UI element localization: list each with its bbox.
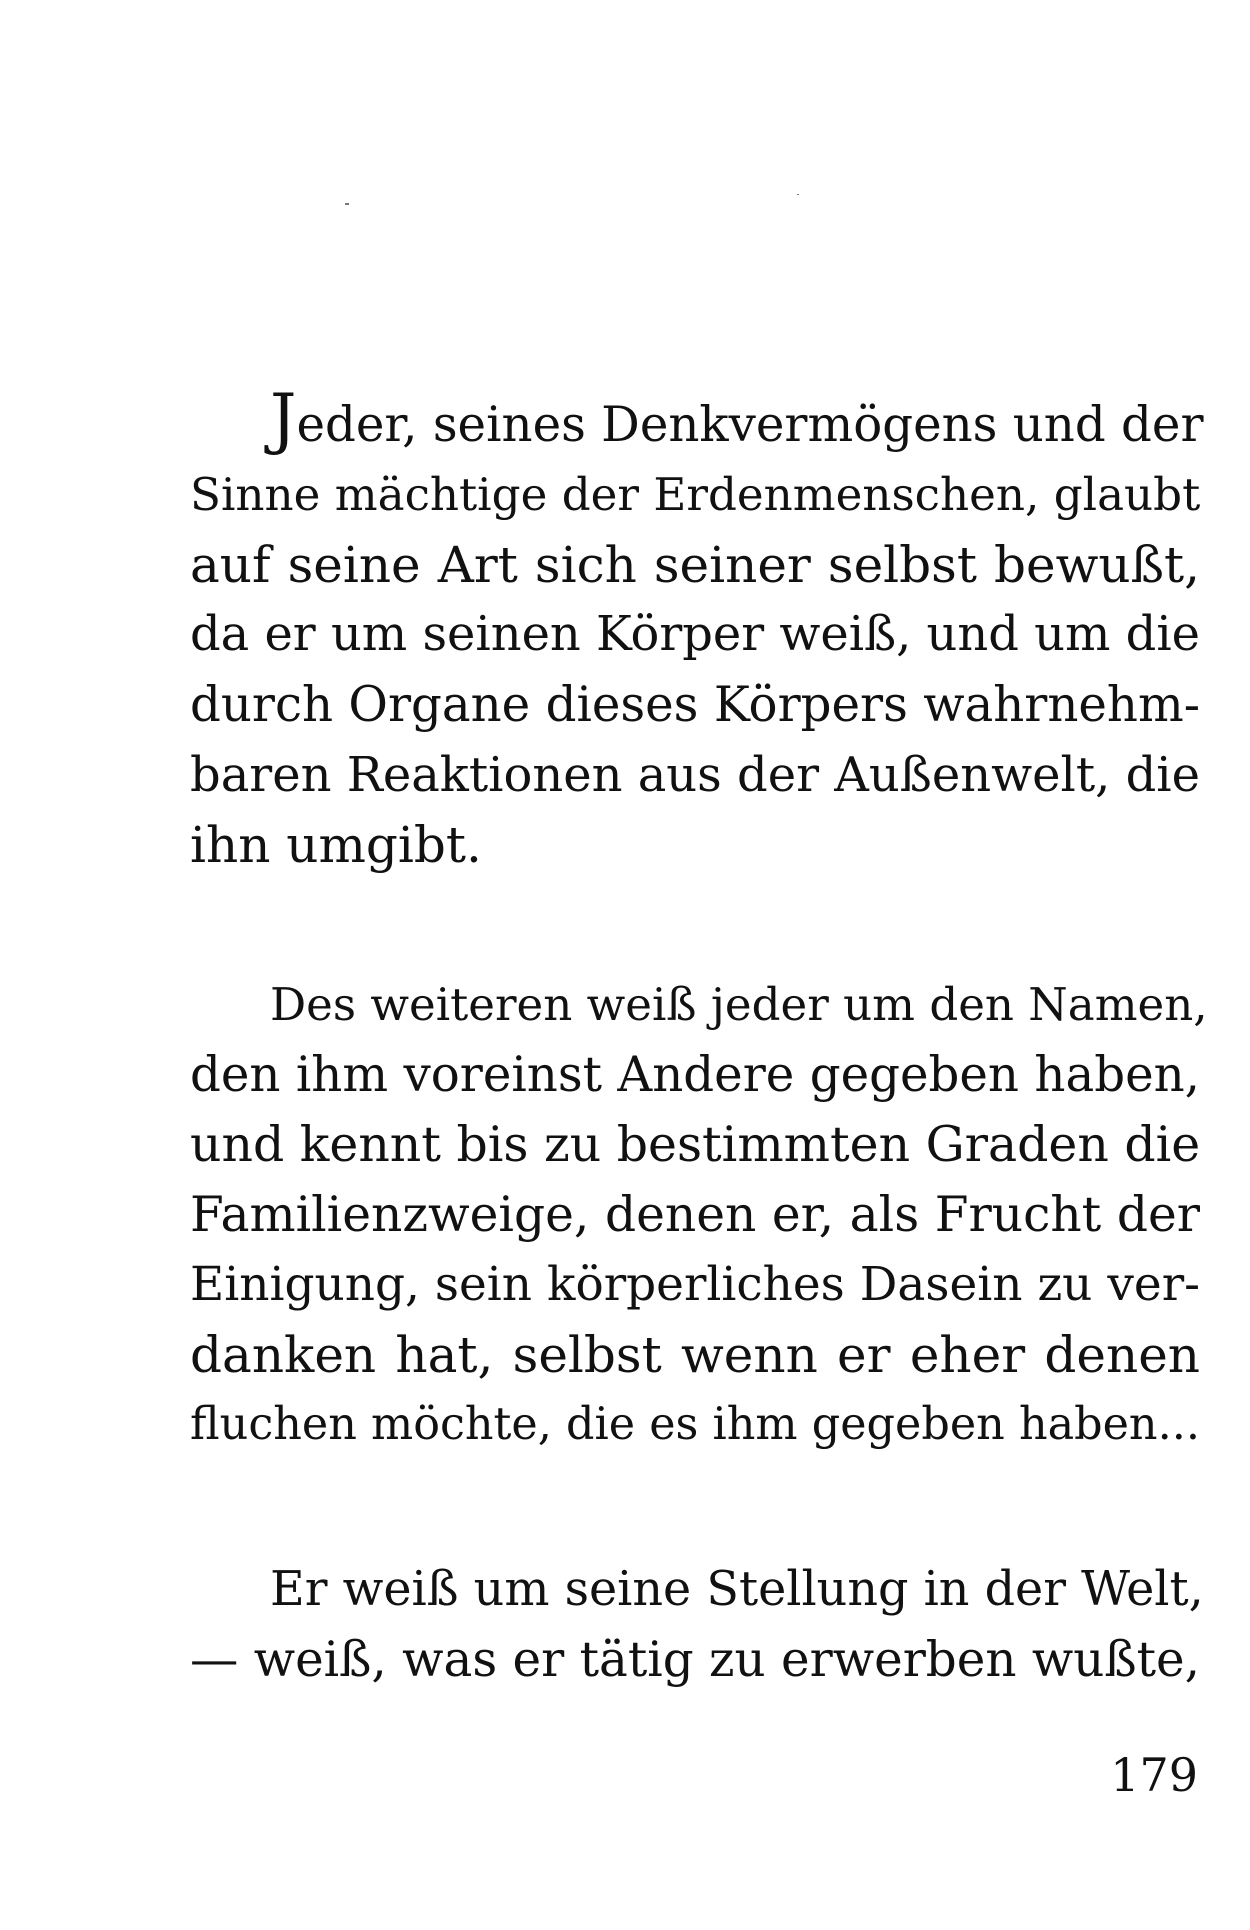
print-speck [797, 194, 799, 195]
paragraph-line: Familienzweige, denen er, als Frucht der [190, 1187, 1200, 1243]
paragraph-line: auf seine Art sich seiner selbst bewußt, [190, 536, 1200, 594]
paragraph-3 [190, 1555, 1204, 1695]
paragraph-line: — weiß, was er tätig zu erwerben wußte, [190, 1632, 1200, 1688]
paragraph-line: und kennt bis zu bestimmten Graden die [190, 1116, 1201, 1173]
paragraph-line: baren Reaktionen aus der Außenwelt, die [190, 747, 1201, 803]
paragraph-1 [190, 380, 1204, 880]
paragraph-line: Er weiß um seine Stellung in der Welt, [270, 1562, 1204, 1617]
paragraph-line: da er um seinen Körper weiß, und um die [190, 607, 1200, 662]
paragraph-2 [190, 970, 1208, 1460]
paragraph-line: Einigung, sein körperliches Dasein zu ver- [190, 1257, 1200, 1312]
paragraph-line: ihn umgibt. [190, 816, 482, 874]
paragraph-line: fluchen möchte, die es ihm gegeben haben... [190, 1399, 1200, 1450]
print-speck [345, 203, 349, 205]
paragraph-line: Sinne mächtige der Erdenmenschen, glaubt [190, 468, 1201, 521]
paragraph-line: danken hat, selbst wenn er eher denen [190, 1326, 1200, 1384]
paragraph-line: Jeder, seines Denkvermögens und der [270, 380, 1204, 457]
paragraph-line: Des weiteren weiß jeder um den Namen, [270, 978, 1208, 1031]
page-number: 179 [1110, 1748, 1198, 1802]
paragraph-line: den ihm voreinst Andere gegeben haben, [190, 1047, 1200, 1103]
drop-cap: J [270, 380, 297, 457]
paragraph-line: durch Organe dieses Körpers wahrnehm- [190, 677, 1200, 733]
